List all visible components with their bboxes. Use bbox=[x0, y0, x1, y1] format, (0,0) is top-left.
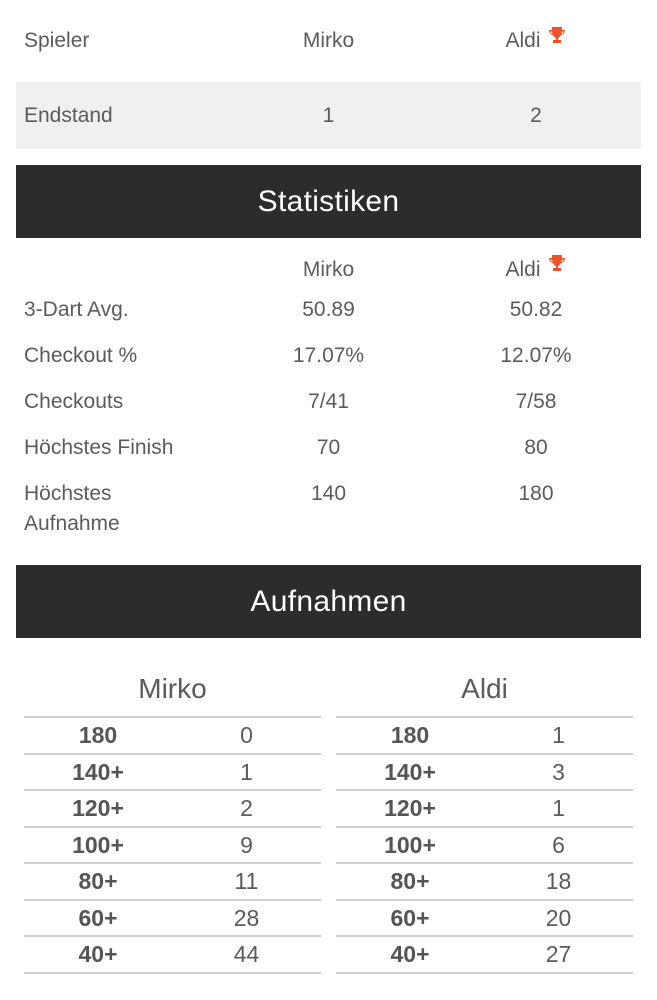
stat-label: 3-Dart Avg. bbox=[24, 298, 129, 321]
score-count: 18 bbox=[545, 868, 572, 894]
table-row bbox=[336, 791, 633, 828]
stat-player2-value: 50.82 bbox=[509, 298, 563, 321]
player1-scores-table bbox=[24, 662, 321, 974]
final-score-row bbox=[16, 82, 641, 149]
stat-row-average bbox=[16, 295, 641, 341]
score-range-label: 120+ bbox=[384, 795, 436, 821]
trophy-icon bbox=[547, 252, 567, 282]
player-column-label: Spieler bbox=[24, 29, 90, 52]
stats-player2-name-cell bbox=[431, 255, 641, 285]
stat-row-highest-score bbox=[16, 479, 641, 555]
score-range-label: 100+ bbox=[72, 831, 124, 858]
score-count: 2 bbox=[240, 795, 253, 821]
score-count: 27 bbox=[545, 941, 572, 967]
player2-scores-table bbox=[336, 662, 633, 974]
scores-player-name: Mirko bbox=[24, 662, 321, 718]
score-count: 9 bbox=[240, 831, 253, 858]
score-count: 44 bbox=[233, 941, 260, 967]
score-count: 28 bbox=[233, 904, 260, 931]
score-range-label: 140+ bbox=[384, 758, 436, 785]
final-score-label: Endstand bbox=[24, 103, 113, 127]
score-count: 11 bbox=[234, 868, 259, 894]
table-row bbox=[24, 864, 321, 901]
table-row bbox=[336, 828, 633, 865]
scores-player-name: Aldi bbox=[336, 662, 633, 718]
score-count: 20 bbox=[545, 904, 572, 931]
score-range-label: 140+ bbox=[72, 758, 124, 785]
scores-section-header: Aufnahmen bbox=[16, 565, 641, 638]
score-range-label: 40+ bbox=[78, 941, 118, 967]
score-count: 0 bbox=[240, 722, 253, 748]
score-count: 6 bbox=[552, 831, 565, 858]
score-range-label: 40+ bbox=[390, 941, 430, 967]
stats-player1-name: Mirko bbox=[302, 258, 355, 281]
table-row bbox=[24, 718, 321, 755]
table-row bbox=[24, 791, 321, 828]
table-row bbox=[24, 937, 321, 974]
match-summary bbox=[16, 0, 641, 974]
stat-row-checkout-percent bbox=[16, 341, 641, 387]
player2-name-cell bbox=[431, 29, 641, 53]
table-row bbox=[336, 901, 633, 938]
stats-player2-name: Aldi bbox=[505, 258, 541, 281]
stat-label: Höchstes Aufnahme bbox=[24, 482, 120, 535]
player2-name: Aldi bbox=[505, 29, 541, 52]
stat-player1-value: 70 bbox=[316, 436, 341, 459]
stat-label: Checkout % bbox=[24, 344, 138, 367]
table-row bbox=[336, 864, 633, 901]
statistics-section-header: Statistiken bbox=[16, 165, 641, 238]
statistics-table bbox=[16, 238, 641, 555]
score-count: 1 bbox=[240, 758, 253, 785]
table-row bbox=[336, 718, 633, 755]
score-range-label: 180 bbox=[78, 722, 118, 748]
score-count: 1 bbox=[552, 722, 565, 748]
stat-player1-value: 7/41 bbox=[308, 390, 349, 413]
stat-row-checkouts bbox=[16, 387, 641, 433]
score-range-label: 80+ bbox=[78, 868, 118, 894]
score-range-label: 80+ bbox=[390, 868, 430, 894]
result-header-row bbox=[16, 0, 641, 82]
score-range-label: 60+ bbox=[78, 904, 118, 931]
stat-player1-value: 50.89 bbox=[302, 298, 355, 321]
scores-tables bbox=[16, 638, 641, 974]
table-row bbox=[336, 755, 633, 792]
table-row bbox=[24, 901, 321, 938]
stat-player1-value: 17.07% bbox=[292, 344, 365, 367]
table-row bbox=[336, 937, 633, 974]
stat-label: Checkouts bbox=[24, 390, 124, 413]
score-range-label: 100+ bbox=[384, 831, 436, 858]
player1-final-score: 1 bbox=[322, 103, 335, 127]
stat-player1-value: 140 bbox=[310, 482, 347, 505]
table-row bbox=[24, 755, 321, 792]
stat-row-highest-finish bbox=[16, 433, 641, 479]
player1-name: Mirko bbox=[302, 29, 355, 52]
trophy-icon bbox=[547, 25, 567, 51]
score-range-label: 60+ bbox=[390, 904, 430, 931]
stat-label: Höchstes Finish bbox=[24, 436, 174, 459]
score-range-label: 120+ bbox=[72, 795, 124, 821]
stat-player2-value: 12.07% bbox=[500, 344, 572, 367]
stat-player2-value: 180 bbox=[518, 482, 554, 505]
table-row bbox=[24, 828, 321, 865]
score-range-label: 180 bbox=[390, 722, 430, 748]
score-count: 1 bbox=[552, 795, 565, 821]
player2-final-score: 2 bbox=[530, 103, 542, 127]
stat-player2-value: 7/58 bbox=[515, 390, 557, 413]
statistics-header-row bbox=[16, 249, 641, 295]
stat-player2-value: 80 bbox=[524, 436, 548, 459]
score-count: 3 bbox=[552, 758, 565, 785]
